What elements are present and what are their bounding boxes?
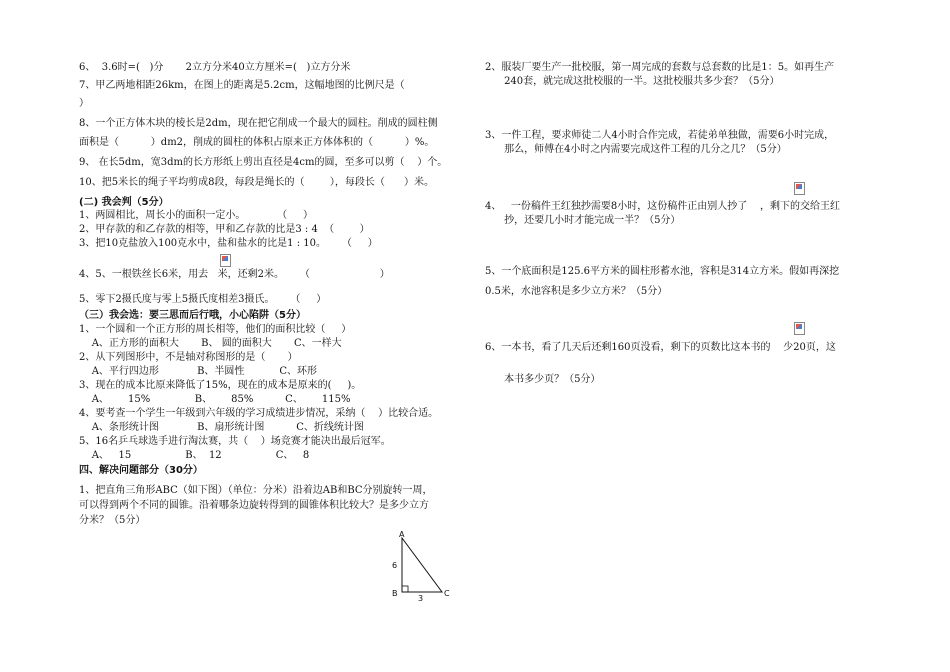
judge-4: 4、5、一根铁丝长6米，用去 米，还剩2米。 （ ）: [79, 269, 390, 280]
choice-3-options: A、 15% B、 85% C、 115%: [79, 394, 351, 405]
problem-1-end: 分米？（5分）: [79, 515, 146, 526]
choice-4: 4、要考查一个学生一年级到六年级的学习成绩进步情况，采纳（ ）比较合适。: [79, 408, 439, 419]
problem-1: 1、把直角三角形ABC（如下图）（单位：分米）沿着边AB和BC分别旋转一周，: [79, 485, 433, 496]
vertex-b-label: B: [392, 589, 398, 598]
problem-3: 3、一件工程，要求师徒二人4小时合作完成，若徒弟单独做，需要6小时完成，: [485, 130, 835, 141]
problem-6-continued: 本书多少页？（5分）: [485, 374, 601, 385]
judge-1: 1、两圆相比，周长小的面积一定小。 （ ）: [79, 210, 314, 221]
question-7-continued: ）: [79, 98, 89, 109]
vertex-c-label: C: [444, 589, 450, 598]
right-angle-mark: [402, 586, 408, 592]
question-7: 7、甲乙两地相距26km，在图上的距离是5.2cm，这幅地图的比例尺是（: [79, 80, 405, 91]
judge-2: 2、甲存款的和乙存款的相等，甲和乙存款的比是3 : 4 （ ）: [79, 224, 370, 235]
choice-4-options: A、条形统计图 B、扇形统计图 C、折线统计图: [79, 422, 364, 433]
question-10: 10、把5米长的绳子平均剪成8段，每段是绳长的（ ），每段长（ ）米。: [79, 177, 434, 188]
side-bc-length: 3: [418, 594, 424, 603]
question-6: 6、 3.6时=( )分 2立方分米40立方厘米=( )立方分米: [79, 62, 351, 73]
fraction-image-icon: [794, 182, 805, 195]
choice-3: 3、现在的成本比原来降低了15%，现在的成本是原来的( )。: [79, 380, 362, 391]
choice-2-options: A、平行四边形 B、半圆性 C、环形: [79, 366, 318, 377]
judge-5: 5、零下2摄氏度与零上5摄氏度相差3摄氏。 （ ）: [79, 294, 327, 305]
problem-1-continued: 可以得到两个不同的圆锥。沿着哪条边旋转得到的圆锥体积比较大？是多少立方: [79, 500, 429, 511]
vertex-a-label: A: [399, 530, 405, 539]
section-problems-heading: 四、解决问题部分（30分）: [79, 465, 203, 476]
judge-3: 3、把10克盐放入100克水中，盐和盐水的比是1 : 10。 （ ）: [79, 238, 378, 249]
problem-2: 2、服装厂要生产一批校服，第一周完成的套数与总套数的比是1：5。如再生产: [485, 62, 835, 73]
choice-2: 2、从下列图形中，不是轴对称图形的是（ ）: [79, 352, 298, 363]
choice-5-options: A、 15 B、 12 C、 8: [79, 450, 310, 461]
right-triangle-diagram: [388, 528, 458, 604]
problem-2-continued: 240套，就完成这批校服的一半。这批校服共多少套？（5分）: [485, 76, 780, 87]
choice-1-options: A、正方形的面积大 B、 圆的面积大 C、一样大: [79, 338, 342, 349]
triangle-shape: [402, 538, 442, 592]
section-judge-heading: (二) 我会判（5分）: [79, 197, 169, 208]
choice-5: 5、16名乒乓球选手进行淘汰赛，共（ ）场竞赛才能决出最后冠军。: [79, 436, 391, 447]
choice-1: 1、一个圆和一个正方形的周长相等，他们的面积比较（ ）: [79, 324, 352, 335]
section-choice-heading: （三）我会选：要三思而后行哦，小心陷阱（5分）: [79, 310, 306, 321]
side-ab-length: 6: [392, 561, 398, 570]
problem-5: 5、一个底面积是125.6平方米的圆柱形蓄水池，容积是314立方米。假如再深挖: [485, 266, 840, 277]
question-9: 9、 在长5dm，宽3dm的长方形纸上剪出直径是4cm的圆，至多可以剪（ ）个。: [79, 157, 448, 168]
problem-4-continued: 抄，还要几小时才能完成一半？（5分）: [485, 215, 681, 226]
question-8: 8、一个正方体木块的棱长是2dm，现在把它削成一个最大的圆柱。削成的圆柱侧: [79, 118, 438, 129]
fraction-image-icon: [794, 322, 805, 335]
problem-4: 4、 一份稿件王红独抄需要8小时，这份稿件正由别人抄了 ，剩下的交给王红: [485, 201, 840, 212]
problem-5-continued: 0.5米，水池容积是多少立方米？（5分）: [485, 286, 668, 297]
problem-3-continued: 那么，师傅在4小时之内需要完成这件工程的几分之几？（5分）: [485, 144, 787, 155]
problem-6: 6、一本书，看了几天后还剩160页没看，剩下的页数比这本书的 少20页，这: [485, 342, 836, 353]
question-8-continued: 面积是（ ）dm2，削成的圆柱的体积占原来正方体体积的（ ）%。: [79, 137, 435, 148]
fraction-image-icon: [220, 254, 231, 267]
